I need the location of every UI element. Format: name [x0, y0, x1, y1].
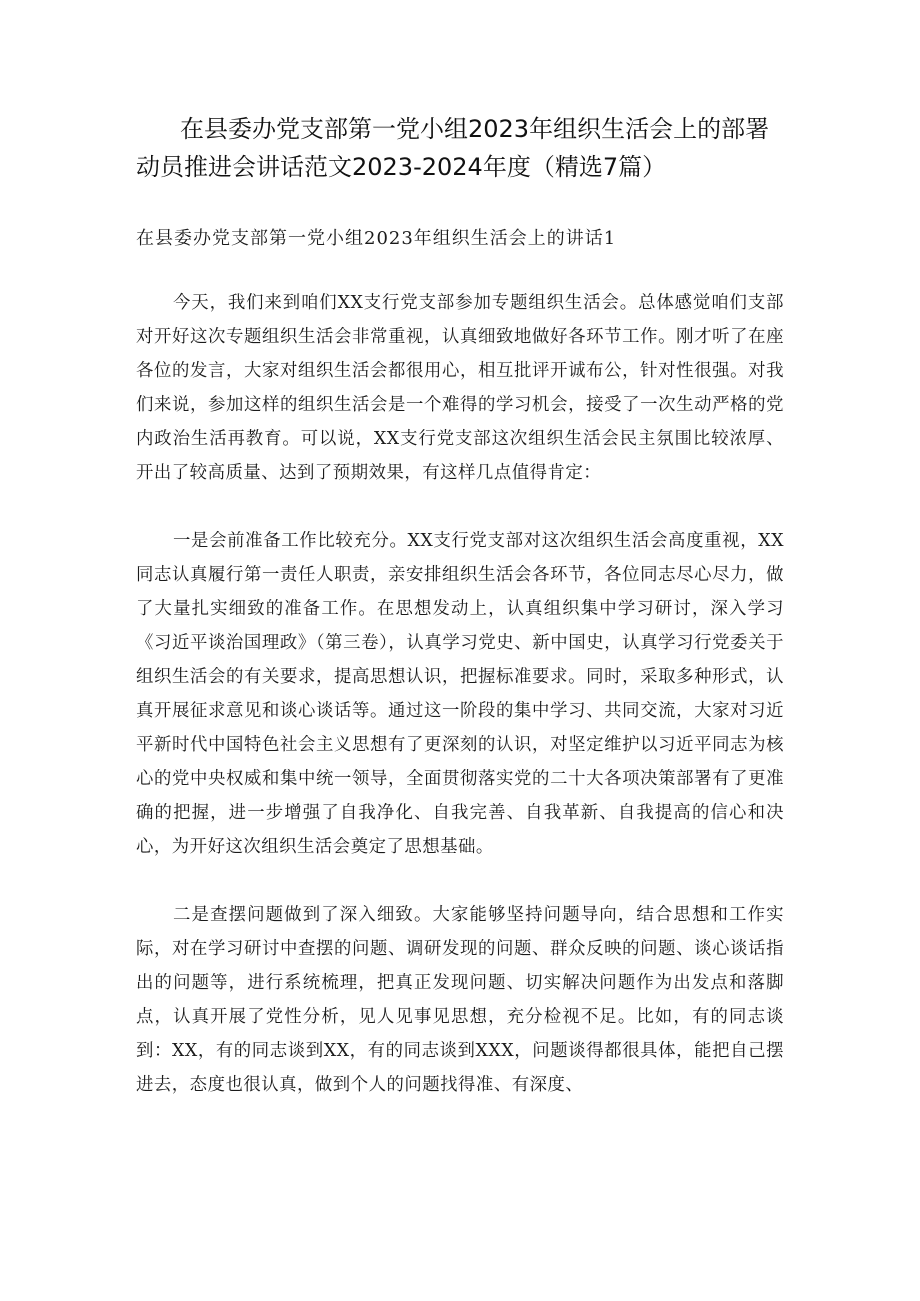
body-paragraph-2: 一是会前准备工作比较充分。XX支行党支部对这次组织生活会高度重视，XX同志认真履行第一责任人职责，亲安排组织生活会各环节，各位同志尽心尽力，做了大量扎实细致的准备工作。在思想发动上，认真组织集中学习研讨，深入学习《习近平谈治国理政》（第三卷），认真学习党史、新中国史，认真学习行党委关于组织生活会的有关要求，提高思想认识，把握标准要求。同时，采取多种形式，认真开展征求意见和谈心谈话等。通过这一阶段的集中学习、共同交流，大家对习近平新时代中国特色社会主义思想有了更深刻的认识，对坚定维护以习近平同志为核心的党中央权威和集中统一领导，全面贯彻落实党的二十大各项决策部署有了更准确的把握，进一步增强了自我净化、自我完善、自我革新、自我提高的信心和决心，为开好这次组织生活会奠定了思想基础。 — [136, 531, 784, 857]
section-subtitle: 在县委办党支部第一党小组2023年组织生活会上的讲话1 — [136, 228, 617, 249]
body-paragraph-3: 二是查摆问题做到了深入细致。大家能够坚持问题导向，结合思想和工作实际，对在学习研讨中查摆的问题、调研发现的问题、群众反映的问题、谈心谈话指出的问题等，进行系统梳理，把真正发现问题、切实解决问题作为出发点和落脚点，认真开展了党性分析，见人见事见思想，充分检视不足。比如，有的同志谈到：XX，有的同志谈到XX，有的同志谈到XXX，问题谈得都很具体，能把自己摆进去，态度也很认真，做到个人的问题找得准、有深度、 — [136, 905, 784, 1095]
body-paragraph-1: 今天，我们来到咱们XX支行党支部参加专题组织生活会。总体感觉咱们支部对开好这次专题组织生活会非常重视，认真细致地做好各环节工作。刚才听了在座各位的发言，大家对组织生活会都很用心，相互批评开诚布公，针对性很强。对我们来说，参加这样的组织生活会是一个难得的学习机会，接受了一次生动严格的党内政治生活再教育。可以说，XX支行党支部这次组织生活会民主氛围比较浓厚、开出了较高质量、达到了预期效果，有这样几点值得肯定： — [136, 293, 784, 483]
document-title: 在县委办党支部第一党小组2023年组织生活会上的部署动员推进会讲话范文2023-2024年度（精选7篇） — [136, 115, 770, 181]
